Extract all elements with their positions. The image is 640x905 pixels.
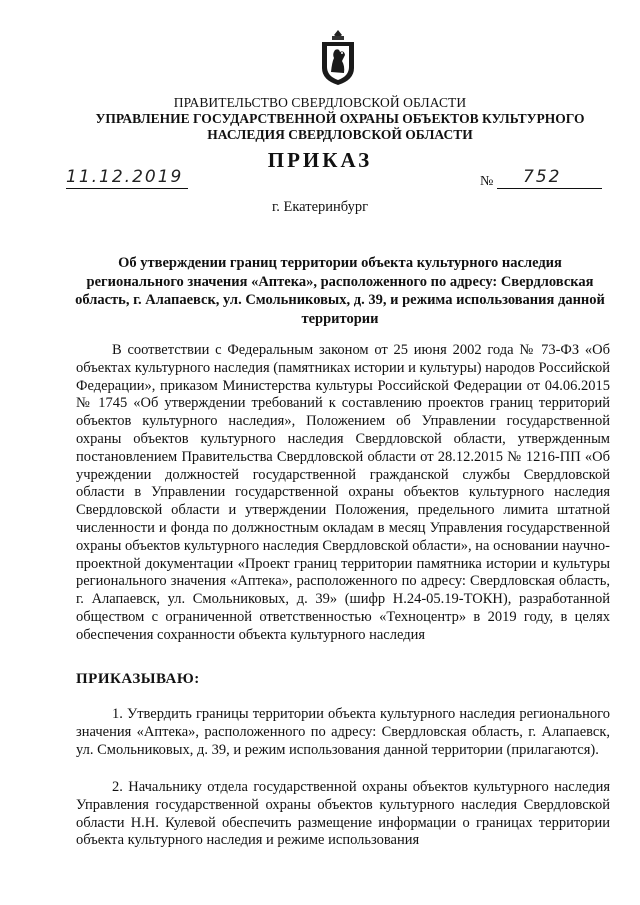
order-heading: ПРИКАЗЫВАЮ: (76, 671, 200, 687)
preamble-paragraph: В соответствии с Федеральным законом от 25 июня 2002 года № 73-ФЗ «Об объектах культурного наследия (памятниках истории и культуры) народов Российской Федерации», приказом Министерства культуры Российской Федерации от 04.06.2015 № 1745 «Об утверждении требований к составлению проектов границ территорий объектов культурного наследия», Положением об Управлении государственной охраны объектов культурного наследия Свердловской области, утвержденным постановлением Правительства Свердловской области от 28.12.2015 № 1216-ПП «Об учреждении должностей государственной гражданской службы Свердловской области в Управлении государственной охраны объектов культурного наследия Свердловской области и утверждении Положения, предельного лимита штатной численности и фонда по должностным окладам в месяц Управления государственной охраны объектов культурного наследия Свердловской области», на основании научно-проектной документации «Проект границ территории памятника истории и культуры регионального значения «Аптека», расположенного по адресу: Свердловская область, г. Алапаевск, ул. Смольниковых, д. 39» (шифр Н.24-05.19-ТОКН), разработанной обществом с ограниченной ответственностью «Техноцентр» в 2019 году, в целях обеспечения сохранности объекта культурного наследия (76, 342, 610, 643)
government-name: ПРАВИТЕЛЬСТВО СВЕРДЛОВСКОЙ ОБЛАСТИ (173, 95, 467, 110)
handwritten-number: 752 (523, 167, 562, 187)
coat-of-arms-icon (318, 28, 358, 86)
order-subject: Об утверждении границ территории объекта культурного наследия регионального значения «Аптека», расположенного по адресу: Свердловская область, г. Алапаевск, ул. Смольниковых, д. 39, и режима использования данной территории (75, 255, 605, 327)
department-name: УПРАВЛЕНИЕ ГОСУДАРСТВЕННОЙ ОХРАНЫ ОБЪЕКТОВ КУЛЬТУРНОГО НАСЛЕДИЯ СВЕРДЛОВСКОЙ ОБЛАСТИ (95, 111, 585, 142)
number-field (497, 168, 602, 189)
city-line: г. Екатеринбург (271, 199, 369, 215)
number-sign: № (480, 174, 494, 189)
handwritten-date: 11.12.2019 (66, 167, 184, 187)
order-item-1: 1. Утвердить границы территории объекта культурного наследия регионального значения «Аптека», расположенного по адресу: Свердловская область, г. Алапаевск, ул. Смольниковых, д. 39, и режим использования данной территории (прилагаются). (76, 706, 610, 758)
date-field (66, 168, 188, 189)
document-type-title: ПРИКАЗ (267, 148, 373, 172)
order-item-2: 2. Начальнику отдела государственной охраны объектов культурного наследия Управления государственной охраны объектов культурного наследия Свердловской области Н.Н. Кулевой обеспечить размещение информации о границах территории объекта культурного наследия и режиме использования (76, 779, 610, 849)
